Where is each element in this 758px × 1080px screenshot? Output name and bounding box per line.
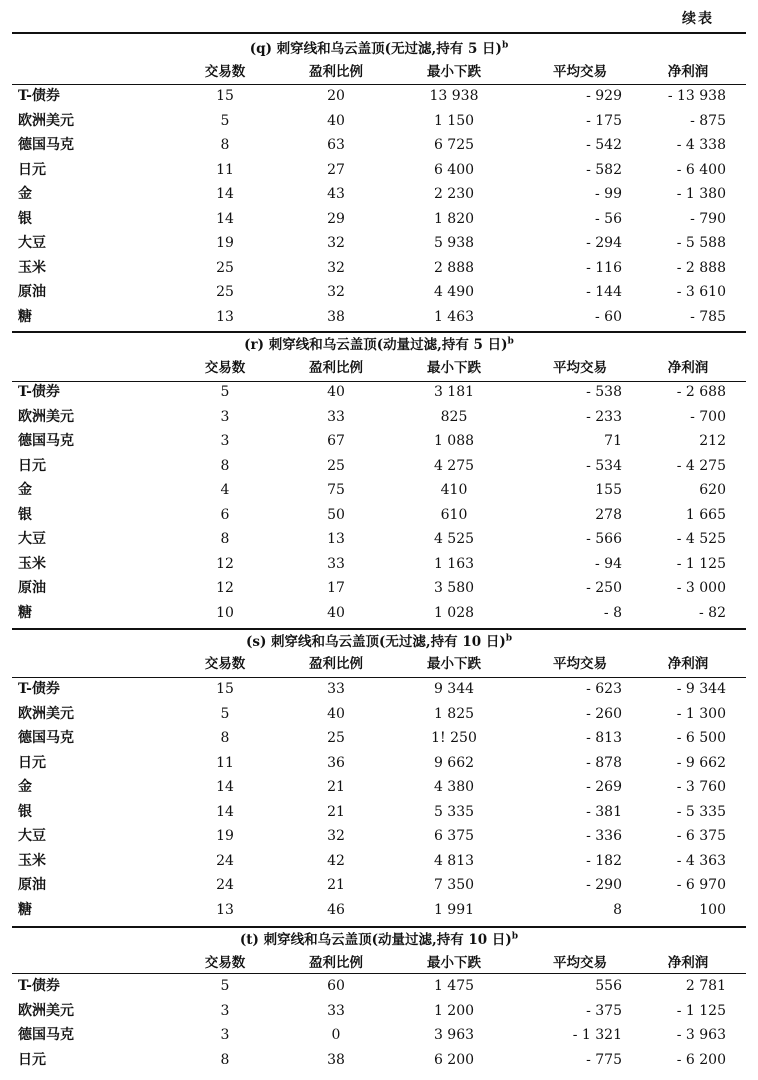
column-header: 盈利比例 — [309, 656, 363, 672]
column-header-row — [0, 652, 758, 676]
commodity-name: 日元 — [18, 457, 46, 474]
section-title — [0, 333, 758, 353]
table-cell: - 182 — [586, 852, 622, 869]
table-cell: 33 — [327, 408, 345, 425]
commodity-name: 德国马克 — [18, 1027, 74, 1043]
table-cell: 19 — [216, 235, 234, 251]
footnote-marker: b — [511, 931, 519, 942]
table-row — [0, 800, 758, 824]
column-header: 交易数 — [204, 64, 246, 80]
table-cell: - 878 — [586, 754, 622, 771]
table-cell: 11 — [216, 161, 234, 178]
table-cell: 36 — [327, 754, 345, 771]
section-title-text: (r) 刺穿线和乌云盖顶(动量过滤,持有 5 日) — [244, 337, 508, 353]
column-header: 盈利比例 — [309, 955, 363, 971]
table-cell: - 144 — [586, 284, 622, 300]
table-cell: - 775 — [586, 1051, 622, 1068]
table-cell: 410 — [440, 482, 468, 498]
table-cell: 13 — [216, 308, 234, 325]
table-cell: 33 — [327, 555, 345, 572]
table-cell: - 9 662 — [676, 754, 726, 771]
commodity-name: 金 — [18, 186, 32, 202]
commodity-name: 原油 — [18, 580, 46, 596]
table-cell: - 1 380 — [676, 186, 726, 202]
table-cell: 5 335 — [433, 803, 475, 820]
column-header-row — [0, 356, 758, 380]
table-row — [0, 824, 758, 848]
table-cell: - 269 — [586, 779, 622, 795]
table-row — [0, 726, 758, 750]
table-row — [0, 1048, 758, 1072]
column-header: 盈利比例 — [309, 360, 363, 376]
table-cell: 2 230 — [433, 186, 475, 202]
table-cell: - 294 — [586, 235, 622, 251]
table-cell: 9 344 — [433, 681, 475, 697]
table-row — [0, 552, 758, 576]
table-cell: - 1 321 — [572, 1027, 622, 1043]
table-cell: - 700 — [690, 408, 726, 425]
table-cell: - 94 — [595, 555, 622, 572]
table-cell: 4 275 — [433, 457, 475, 474]
column-header: 最小下跌 — [427, 656, 481, 672]
commodity-name: 银 — [18, 210, 32, 227]
table-cell: 75 — [327, 482, 345, 498]
table-cell: 27 — [327, 161, 345, 178]
commodity-name: 德国马克 — [18, 137, 74, 153]
commodity-name: 日元 — [18, 754, 46, 771]
table-cell: 1 200 — [433, 1002, 475, 1019]
column-header: 交易数 — [204, 656, 246, 672]
table-cell: - 6 500 — [676, 730, 726, 746]
table-cell: - 3 610 — [676, 284, 726, 300]
commodity-name: 原油 — [18, 877, 46, 893]
table-cell: 4 380 — [433, 779, 475, 795]
table-row — [0, 576, 758, 600]
table-cell: 2 781 — [685, 978, 726, 994]
table-cell: 4 490 — [433, 284, 475, 300]
section-title — [0, 630, 758, 650]
table-cell: 1! 250 — [431, 730, 477, 746]
table-cell: 21 — [327, 877, 345, 893]
table-cell: 8 — [220, 730, 230, 746]
table-cell: - 582 — [586, 161, 622, 178]
table-cell: - 375 — [586, 1002, 622, 1019]
table-cell: 9 662 — [433, 754, 475, 771]
section-title-text: (q) 刺穿线和乌云盖顶(无过滤,持有 5 日) — [249, 41, 502, 57]
table-cell: - 13 938 — [667, 88, 726, 104]
table-cell: - 290 — [586, 877, 622, 893]
table-row — [0, 182, 758, 206]
table-row — [0, 207, 758, 231]
table-cell: - 8 — [603, 604, 622, 621]
table-cell: - 538 — [586, 384, 622, 400]
commodity-name: 大豆 — [18, 828, 46, 844]
table-cell: 1 163 — [433, 555, 475, 572]
table-cell: 556 — [595, 978, 622, 994]
table-cell: - 56 — [595, 210, 622, 227]
column-header: 净利润 — [667, 656, 709, 672]
table-cell: 33 — [327, 1002, 345, 1019]
table-cell: - 60 — [595, 308, 622, 325]
table-cell: - 2 888 — [676, 259, 726, 276]
table-row — [0, 677, 758, 701]
commodity-name: 金 — [18, 482, 32, 498]
table-cell: - 5 335 — [676, 803, 726, 820]
table-row — [0, 527, 758, 551]
table-cell: 3 — [220, 433, 230, 449]
footnote-marker: b — [501, 40, 509, 51]
table-cell: - 566 — [586, 531, 622, 547]
table-cell: - 1 125 — [676, 555, 726, 572]
table-row — [0, 158, 758, 182]
column-header: 交易数 — [204, 955, 246, 971]
commodity-name: 银 — [18, 803, 32, 820]
table-cell: 25 — [216, 284, 234, 300]
table-cell: 3 — [220, 1027, 230, 1043]
table-cell: 1 820 — [433, 210, 475, 227]
table-row — [0, 898, 758, 922]
table-cell: 32 — [327, 259, 345, 276]
commodity-name: 日元 — [18, 1051, 46, 1068]
commodity-name: T-债券 — [18, 88, 60, 104]
table-cell: 29 — [327, 210, 345, 227]
table-cell: 825 — [440, 408, 468, 425]
table-cell: 620 — [699, 482, 726, 498]
table-cell: 19 — [216, 828, 234, 844]
table-cell: - 2 688 — [676, 384, 726, 400]
section-title-text: (s) 刺穿线和乌云盖顶(无过滤,持有 10 日) — [245, 634, 506, 650]
table-cell: 67 — [327, 433, 345, 449]
table-cell: 14 — [216, 779, 234, 795]
commodity-name: 玉米 — [18, 852, 46, 869]
commodity-name: 玉米 — [18, 555, 46, 572]
table-cell: - 1 300 — [676, 705, 726, 722]
table-cell: 63 — [327, 137, 345, 153]
table-cell: - 534 — [586, 457, 622, 474]
table-cell: 13 938 — [429, 88, 479, 104]
table-cell: 1 665 — [685, 506, 726, 523]
column-header: 净利润 — [667, 64, 709, 80]
commodity-name: 糖 — [18, 901, 32, 918]
table-cell: 8 — [220, 457, 230, 474]
table-row — [0, 775, 758, 799]
table-cell: - 82 — [699, 604, 726, 621]
table-cell: 6 200 — [433, 1051, 475, 1068]
footnote-marker: b — [505, 633, 513, 644]
table-row — [0, 849, 758, 873]
table-row — [0, 133, 758, 157]
column-header: 盈利比例 — [309, 64, 363, 80]
table-cell: 155 — [595, 482, 622, 498]
commodity-name: 德国马克 — [18, 433, 74, 449]
table-cell: 42 — [327, 852, 345, 869]
table-cell: 12 — [216, 580, 234, 596]
commodity-name: 欧洲美元 — [18, 408, 74, 425]
table-cell: 7 350 — [433, 877, 475, 893]
footnote-marker: b — [507, 336, 514, 347]
table-cell: 6 725 — [433, 137, 475, 153]
continued-label: 续表 — [682, 11, 714, 27]
table-cell: 38 — [327, 1051, 345, 1068]
table-cell: 15 — [216, 681, 234, 697]
table-cell: - 6 375 — [676, 828, 726, 844]
table-cell: 14 — [216, 803, 234, 820]
table-cell: 32 — [327, 828, 345, 844]
column-header: 净利润 — [667, 360, 709, 376]
table-row — [0, 405, 758, 429]
section-title — [0, 37, 758, 57]
table-cell: - 4 363 — [676, 852, 726, 869]
table-cell: 24 — [216, 852, 234, 869]
table-cell: 71 — [604, 433, 622, 449]
table-cell: - 542 — [586, 137, 622, 153]
table-cell: - 785 — [690, 308, 726, 325]
table-cell: - 875 — [690, 112, 726, 129]
commodity-name: T-债券 — [18, 384, 60, 400]
table-cell: 1 463 — [433, 308, 475, 325]
commodity-name: 原油 — [18, 284, 46, 300]
column-header: 最小下跌 — [427, 360, 481, 376]
table-cell: 13 — [327, 531, 345, 547]
table-row — [0, 478, 758, 502]
table-cell: 46 — [327, 901, 345, 918]
table-cell: 8 — [220, 137, 230, 153]
table-cell: - 3 000 — [676, 580, 726, 596]
table-row — [0, 974, 758, 998]
table-cell: 14 — [216, 186, 234, 202]
commodity-name: T-债券 — [18, 978, 60, 994]
table-row — [0, 256, 758, 280]
table-row — [0, 280, 758, 304]
table-cell: - 3 760 — [676, 779, 726, 795]
table-cell: - 4 525 — [676, 531, 726, 547]
commodity-name: 大豆 — [18, 235, 46, 251]
table-row — [0, 702, 758, 726]
table-cell: 212 — [699, 433, 726, 449]
table-cell: 3 963 — [433, 1027, 475, 1043]
table-cell: 3 580 — [433, 580, 475, 596]
table-cell: - 381 — [586, 803, 622, 820]
table-cell: - 5 588 — [676, 235, 726, 251]
table-cell: 5 — [220, 705, 230, 722]
table-cell: 38 — [327, 308, 345, 325]
commodity-name: T-债券 — [18, 681, 60, 697]
commodity-name: 银 — [18, 506, 32, 523]
column-header-row — [0, 951, 758, 975]
table-cell: 25 — [327, 730, 345, 746]
table-cell: 40 — [327, 384, 345, 400]
column-header: 平均交易 — [553, 360, 607, 376]
column-header: 最小下跌 — [427, 64, 481, 80]
column-header: 平均交易 — [553, 955, 607, 971]
table-cell: 33 — [327, 681, 345, 697]
table-cell: 4 — [220, 482, 230, 498]
table-cell: 32 — [327, 284, 345, 300]
table-cell: 5 — [220, 384, 230, 400]
table-cell: 6 — [220, 506, 230, 523]
table-cell: - 929 — [586, 88, 622, 104]
table-row — [0, 873, 758, 897]
table-cell: - 336 — [586, 828, 622, 844]
table-row — [0, 503, 758, 527]
table-cell: 40 — [327, 112, 345, 129]
table-row — [0, 429, 758, 453]
table-cell: 1 825 — [433, 705, 475, 722]
table-cell: - 6 400 — [676, 161, 726, 178]
table-cell: - 6 200 — [676, 1051, 726, 1068]
table-cell: 43 — [327, 186, 345, 202]
table-cell: 21 — [327, 779, 345, 795]
commodity-name: 欧洲美元 — [18, 705, 74, 722]
table-row — [0, 751, 758, 775]
table-row — [0, 305, 758, 329]
table-cell: 1 475 — [433, 978, 475, 994]
table-cell: 1 991 — [433, 901, 475, 918]
table-cell: 6 375 — [433, 828, 475, 844]
table-cell: 25 — [216, 259, 234, 276]
table-cell: 0 — [331, 1027, 341, 1043]
table-cell: - 260 — [586, 705, 622, 722]
table-cell: 5 — [220, 978, 230, 994]
table-cell: 25 — [327, 457, 345, 474]
table-row — [0, 231, 758, 255]
commodity-name: 金 — [18, 779, 32, 795]
table-row — [0, 999, 758, 1023]
column-header: 净利润 — [667, 955, 709, 971]
table-row — [0, 380, 758, 404]
table-cell: - 6 970 — [676, 877, 726, 893]
table-cell: - 1 125 — [676, 1002, 726, 1019]
table-cell: - 116 — [586, 259, 622, 276]
table-row — [0, 454, 758, 478]
section-rule — [12, 32, 746, 34]
table-cell: 17 — [327, 580, 345, 596]
table-cell: 5 — [220, 112, 230, 129]
table-cell: 20 — [327, 88, 345, 104]
table-cell: 3 — [220, 1002, 230, 1019]
table-cell: - 790 — [690, 210, 726, 227]
table-cell: 24 — [216, 877, 234, 893]
table-cell: - 3 963 — [676, 1027, 726, 1043]
table-cell: 21 — [327, 803, 345, 820]
table-cell: 4 813 — [433, 852, 475, 869]
commodity-name: 欧洲美元 — [18, 1002, 74, 1019]
table-row — [0, 109, 758, 133]
commodity-name: 欧洲美元 — [18, 112, 74, 129]
table-cell: 12 — [216, 555, 234, 572]
table-cell: 14 — [216, 210, 234, 227]
table-cell: 8 — [220, 531, 230, 547]
table-cell: 60 — [327, 978, 345, 994]
table-cell: 8 — [220, 1051, 230, 1068]
column-header: 交易数 — [204, 360, 246, 376]
table-cell: 40 — [327, 604, 345, 621]
table-cell: 15 — [216, 88, 234, 104]
commodity-name: 玉米 — [18, 259, 46, 276]
table-cell: 3 — [220, 408, 230, 425]
table-cell: 6 400 — [433, 161, 475, 178]
table-cell: 4 525 — [433, 531, 475, 547]
table-cell: 11 — [216, 754, 234, 771]
table-cell: 1 150 — [433, 112, 475, 129]
table-cell: 32 — [327, 235, 345, 251]
column-header: 平均交易 — [553, 64, 607, 80]
table-cell: 100 — [699, 901, 726, 918]
section-title — [0, 928, 758, 948]
table-cell: 3 181 — [433, 384, 475, 400]
table-cell: 8 — [613, 901, 622, 918]
table-cell: 5 938 — [433, 235, 475, 251]
table-cell: 40 — [327, 705, 345, 722]
table-cell: 13 — [216, 901, 234, 918]
table-cell: 278 — [595, 506, 622, 523]
table-cell: 2 888 — [433, 259, 475, 276]
table-cell: 1 028 — [433, 604, 475, 621]
table-cell: - 4 338 — [676, 137, 726, 153]
table-cell: - 813 — [586, 730, 622, 746]
commodity-name: 糖 — [18, 308, 32, 325]
table-cell: - 175 — [586, 112, 622, 129]
table-cell: - 623 — [586, 681, 622, 697]
commodity-name: 糖 — [18, 604, 32, 621]
table-cell: - 99 — [595, 186, 622, 202]
table-row — [0, 601, 758, 625]
table-cell: 1 088 — [433, 433, 475, 449]
column-header-row — [0, 60, 758, 84]
commodity-name: 大豆 — [18, 531, 46, 547]
table-cell: - 9 344 — [676, 681, 726, 697]
commodity-name: 日元 — [18, 161, 46, 178]
table-row — [0, 1023, 758, 1047]
commodity-name: 德国马克 — [18, 730, 74, 746]
table-cell: 610 — [440, 506, 468, 523]
section-title-text: (t) 刺穿线和乌云盖顶(动量过滤,持有 10 日) — [239, 932, 512, 948]
table-cell: - 233 — [586, 408, 622, 425]
column-header: 最小下跌 — [427, 955, 481, 971]
table-cell: 50 — [327, 506, 345, 523]
table-cell: 10 — [216, 604, 234, 621]
table-cell: - 250 — [586, 580, 622, 596]
column-header: 平均交易 — [553, 656, 607, 672]
table-cell: - 4 275 — [676, 457, 726, 474]
table-row — [0, 84, 758, 108]
